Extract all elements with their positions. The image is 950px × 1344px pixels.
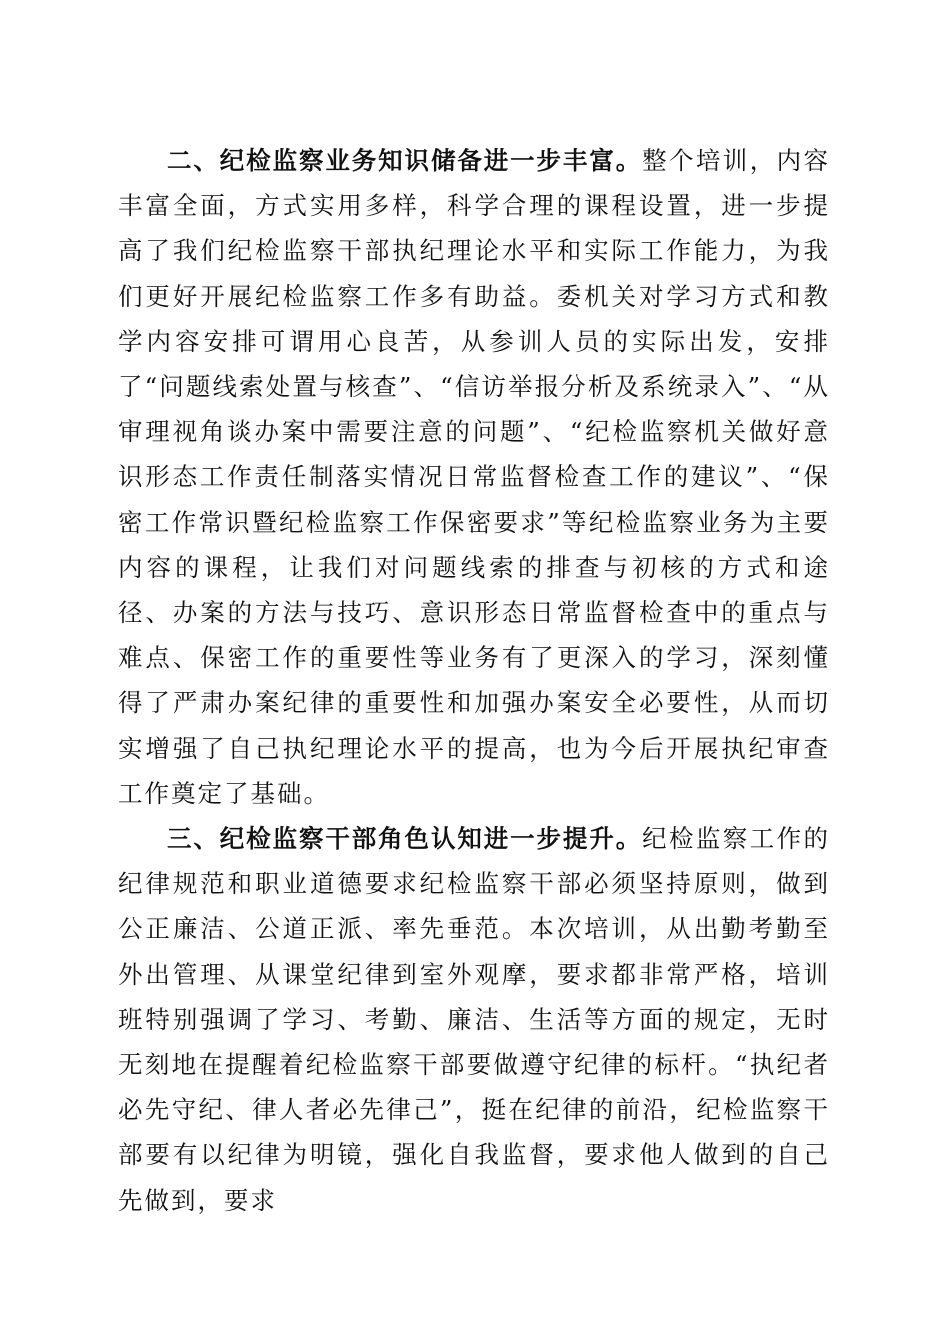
paragraph-section-two [118, 138, 830, 816]
section-two-body: 整个培训，内容丰富全面，方式实用多样，科学合理的课程设置，进一步提高了我们纪检监察干部执纪理论水平和实际工作能力，为我们更好开展纪检监察工作多有助益。委机关对学习方式和教学内容安排可谓用心良苦，从参训人员的实际出发，安排了“问题线索处置与核查”、“信访举报分析及系统录入”、“从审理视角谈办案中需要注意的问题”、“纪检监察机关做好意识形态工作责任制落实情况日常监督检查工作的建议”、“保密工作常识暨纪检监察工作保密要求”等纪检监察业务为主要内容的课程，让我们对问题线索的排查与初核的方式和途径、办案的方法与技巧、意识形态日常监督检查中的重点与难点、保密工作的重要性等业务有了更深入的学习，深刻懂得了严肃办案纪律的重要性和加强办案安全必要性，从而切实增强了自己执纪理论水平的提高，也为今后开展执纪审查工作奠定了基础。 [118, 146, 830, 808]
paragraph-section-three [118, 816, 830, 1223]
section-two-heading: 二、纪检监察业务知识储备进一步丰富。 [167, 146, 643, 175]
document-body [118, 138, 830, 1223]
section-three-body: 纪检监察工作的纪律规范和职业道德要求纪检监察干部必须坚持原则，做到公正廉洁、公道正派、率先垂范。本次培训，从出勤考勤至外出管理、从课堂纪律到室外观摩，要求都非常严格，培训班特别强调了学习、考勤、廉洁、生活等方面的规定，无时无刻地在提醒着纪检监察干部要做遵守纪律的标杆。“执纪者必先守纪、律人者必先律己”，挺在纪律的前沿，纪检监察干部要有以纪律为明镜，强化自我监督，要求他人做到的自己先做到，要求 [118, 824, 830, 1215]
section-three-heading: 三、纪检监察干部角色认知进一步提升。 [167, 824, 643, 854]
